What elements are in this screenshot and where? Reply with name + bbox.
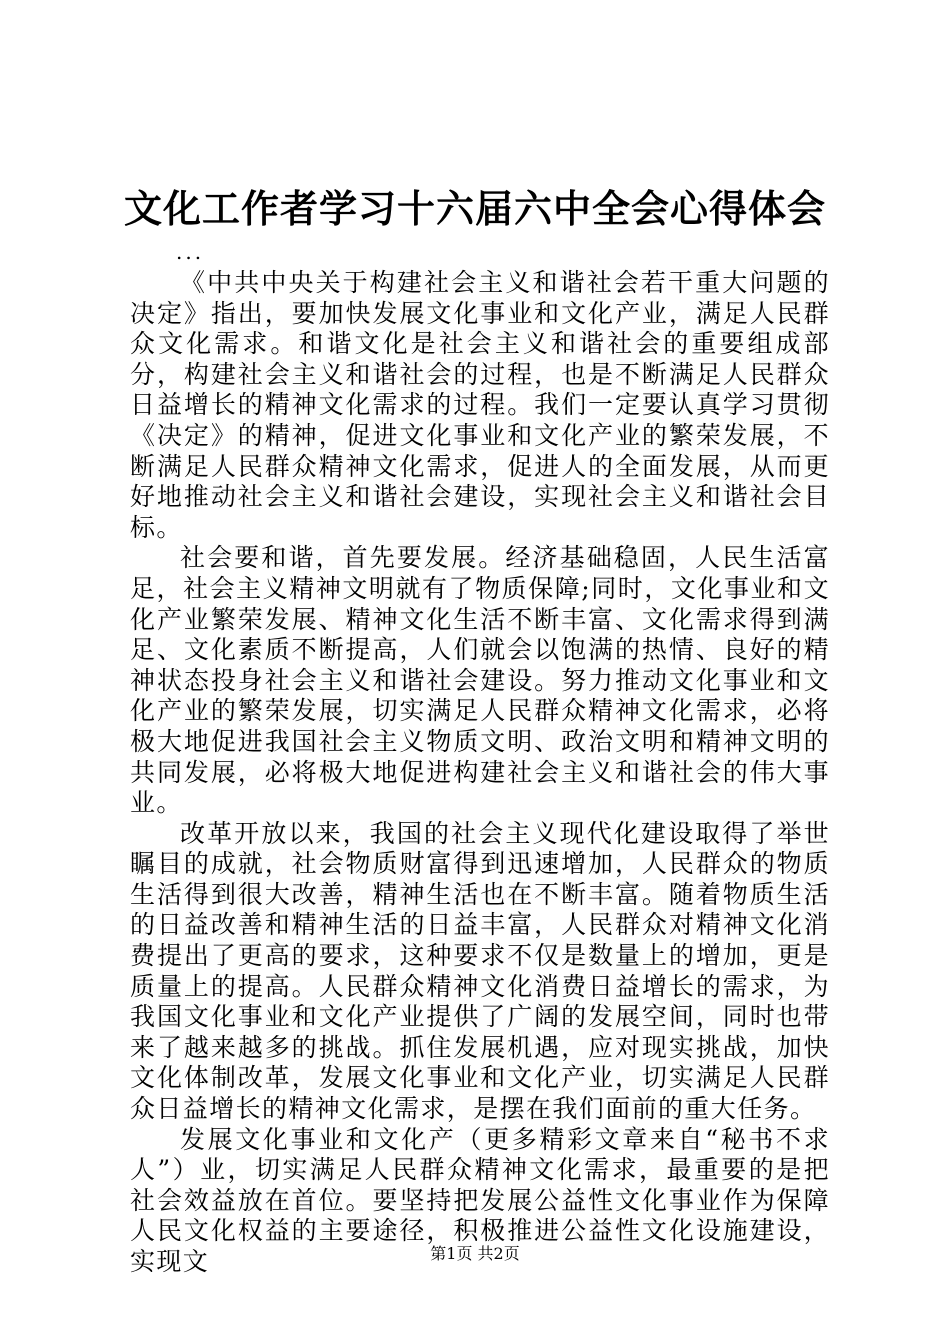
document-body bbox=[130, 268, 830, 1278]
ellipsis-marker: ... bbox=[176, 240, 205, 264]
paragraph-1: 《中共中央关于构建社会主义和谐社会若干重大问题的决定》指出，要加快发展文化事业和文化产业，满足人民群众文化需求。和谐文化是社会主义和谐社会的重要组成部分，构建社会主义和谐社会的过程，也是不断满足人民群众日益增长的精神文化需求的过程。我们一定要认真学习贯彻《决定》的精神，促进文化事业和文化产业的繁荣发展，不断满足人民群众精神文化需求，促进人的全面发展，从而更好地推动社会主义和谐社会建设，实现社会主义和谐社会目标。 bbox=[130, 268, 830, 542]
page-number-footer: 第1页 共2页 bbox=[430, 1244, 520, 1263]
document-title: 文化工作者学习十六届六中全会心得体会 bbox=[123, 187, 826, 231]
paragraph-3: 改革开放以来，我国的社会主义现代化建设取得了举世瞩目的成就，社会物质财富得到迅速增加，人民群众的物质生活得到很大改善，精神生活也在不断丰富。随着物质生活的日益改善和精神生活的日益丰富，人民群众对精神文化消费提出了更高的要求，这种要求不仅是数量上的增加，更是质量上的提高。人民群众精神文化消费日益增长的需求，为我国文化事业和文化产业提供了广阔的发展空间，同时也带来了越来越多的挑战。抓住发展机遇，应对现实挑战，加快文化体制改革，发展文化事业和文化产业，切实满足人民群众日益增长的精神文化需求，是摆在我们面前的重大任务。 bbox=[130, 818, 830, 1124]
paragraph-4: 发展文化事业和文化产（更多精彩文章来自“秘书不求人”）业，切实满足人民群众精神文化需求，最重要的是把社会效益放在首位。要坚持把发展公益性文化事业作为保障人民文化权益的主要途径，积极推进公益性文化设施建设，实现文 bbox=[130, 1124, 830, 1276]
paragraph-2: 社会要和谐，首先要发展。经济基础稳固，人民生活富足，社会主义精神文明就有了物质保障;同时，文化事业和文化产业繁荣发展、精神文化生活不断丰富、文化需求得到满足、文化素质不断提高，人们就会以饱满的热情、良好的精神状态投身社会主义和谐社会建设。努力推动文化事业和文化产业的繁荣发展，切实满足人民群众精神文化需求，必将极大地促进我国社会主义物质文明、政治文明和精神文明的共同发展，必将极大地促进构建社会主义和谐社会的伟大事业。 bbox=[130, 543, 830, 818]
